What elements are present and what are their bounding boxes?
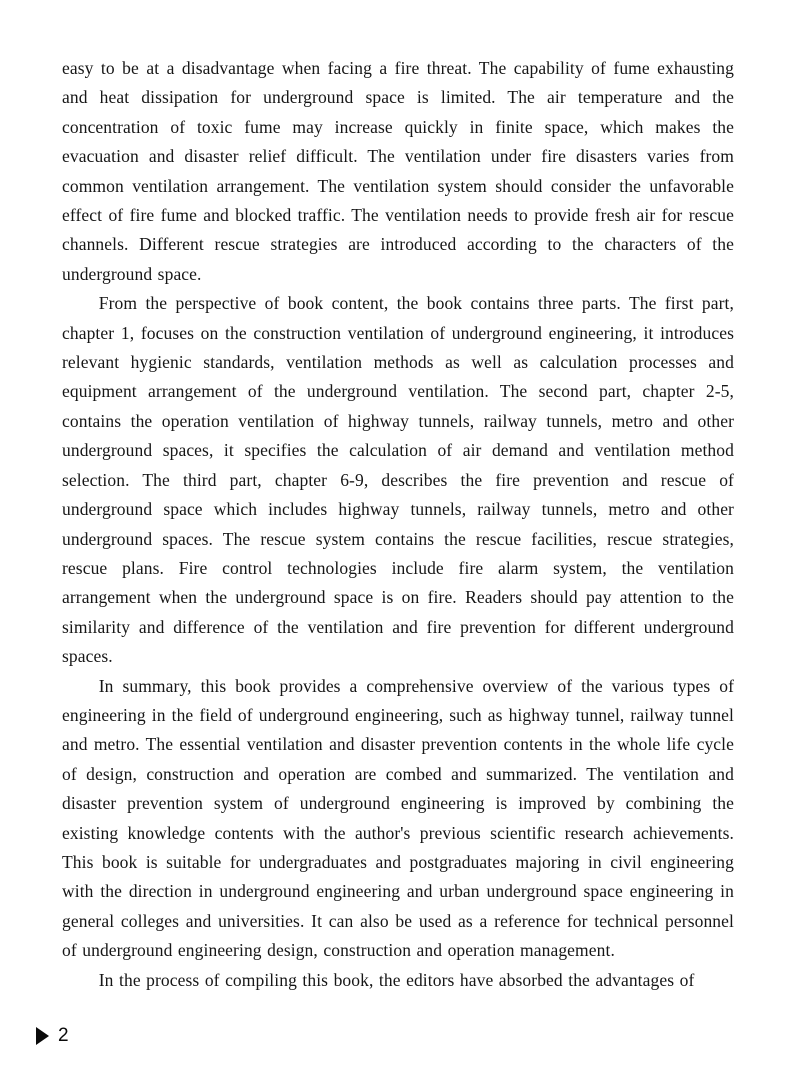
- page-footer: [36, 1026, 69, 1045]
- paragraph: easy to be at a disadvantage when facing a fire threat. The capability of fume exhausting and heat dissipation for underground space is limited. The air temperature and the concentration of toxic fume may increase quickly in finite space, which makes the evacuation and disaster relief difficult. The ventilation under fire disasters varies from common ventilation arrangement. The ventilation system should consider the unfavorable effect of fire fume and blocked traffic. The ventilation needs to provide fresh air for rescue channels. Different rescue strategies are introduced according to the characters of the underground space.: [62, 58, 734, 284]
- page-body: [62, 54, 734, 995]
- paragraph: In the process of compiling this book, the editors have absorbed the advantages of: [98, 969, 695, 990]
- page-number: 2: [58, 1025, 69, 1046]
- paragraph: In summary, this book provides a comprehensive overview of the various types of engineering in the field of underground engineering, such as highway tunnel, railway tunnel and metro. The essential ventilation and disaster prevention contents in the whole life cycle of design, construction and operation are combed and summarized. The ventilation and disaster prevention system of underground engineering is improved by combining the existing knowledge contents with the author's previous scientific research achievements. This book is suitable for undergraduates and postgraduates majoring in civil engineering with the direction in underground engineering and urban underground space engineering in general colleges and universities. It can also be used as a reference for technical personnel of underground engineering design, construction and operation management.: [62, 675, 734, 961]
- page-marker-icon: [36, 1027, 49, 1045]
- paragraph: From the perspective of book content, the book contains three parts. The first part, chapter 1, focuses on the construction ventilation of underground engineering, it introduces relevant hygienic standards, ventilation methods as well as calculation processes and equipment arrangement of the underground ventilation. The second part, chapter 2-5, contains the operation ventilation of highway tunnels, railway tunnels, metro and other underground spaces, it specifies the calculation of air demand and ventilation method selection. The third part, chapter 6-9, describes the fire prevention and rescue of underground space which includes highway tunnels, railway tunnels, metro and other underground spaces. The rescue system contains the rescue facilities, rescue strategies, rescue plans. Fire control technologies include fire alarm system, the ventilation arrangement when the underground space is on fire. Readers should pay attention to the similarity and difference of the ventilation and fire prevention for different underground spaces.: [62, 293, 734, 667]
